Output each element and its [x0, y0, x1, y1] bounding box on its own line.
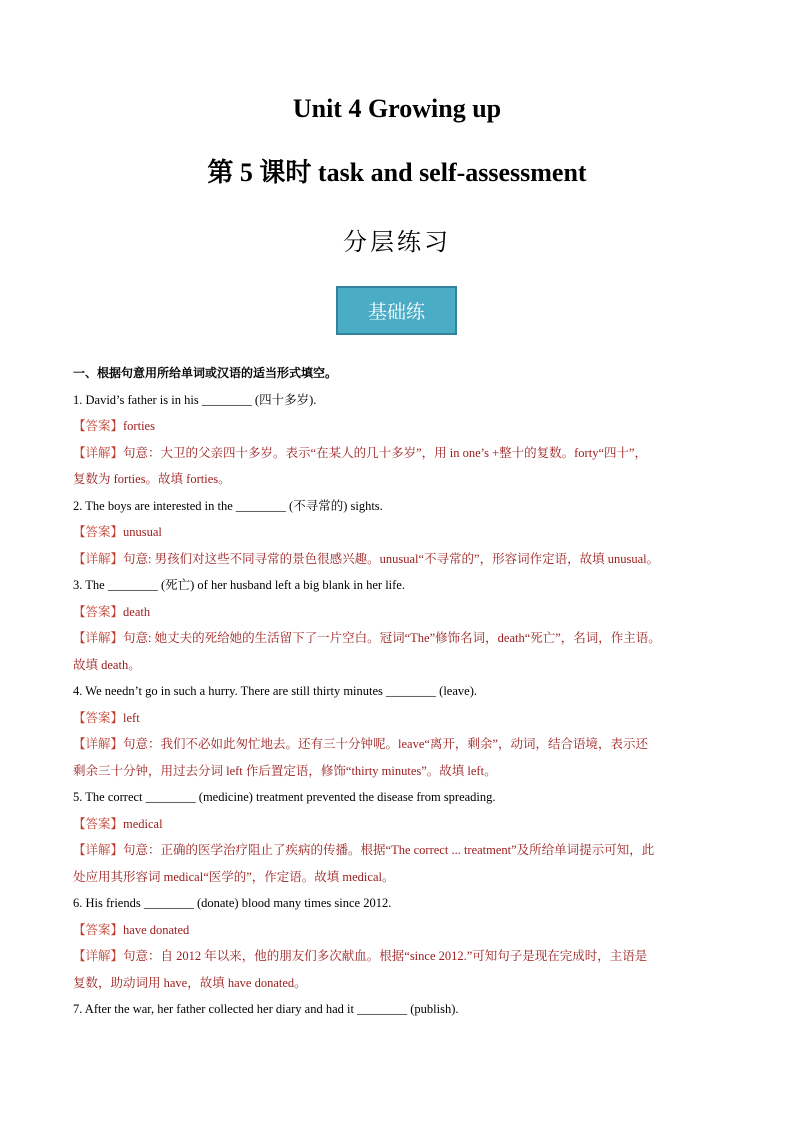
- explanation-5: [73, 837, 723, 864]
- explain-tag: 【详解】: [73, 843, 124, 857]
- answer-tag: 【答案】: [73, 922, 124, 937]
- section-heading: 分层练习: [343, 228, 451, 256]
- answer-tag: 【答案】: [73, 816, 124, 831]
- explanation-6-cont: 复数，助动词用 have，故填 have donated。: [73, 975, 307, 990]
- question-6: 6. His friends ________ (donate) blood many times since 2012.: [73, 896, 392, 910]
- answer-1: [73, 413, 723, 440]
- explanation-text: 句意: 男孩们对这些不同寻常的景色很感兴趣。unusual“不寻常的”，形容词作定语，故填 unusual。: [123, 551, 660, 566]
- explain-tag: 【详解】: [73, 949, 124, 963]
- answer-text: forties: [123, 419, 155, 433]
- explanation-3: [73, 625, 723, 652]
- exercise-content: [73, 360, 723, 1023]
- explain-tag: 【详解】: [73, 551, 124, 566]
- question-2: 2. The boys are interested in the ________ (不寻常的) sights.: [73, 498, 383, 513]
- explain-tag: 【详解】: [73, 737, 124, 751]
- exercise-instruction: 一、根据句意用所给单词或汉语的适当形式填空。: [73, 366, 338, 380]
- answer-tag: 【答案】: [73, 710, 124, 725]
- explain-tag: 【详解】: [73, 631, 124, 645]
- question-7: 7. After the war, her father collected her diary and had it ________ (publish).: [73, 1002, 459, 1016]
- explanation-5-cont: 处应用其形容词 medical“医学的”，作定语。故填 medical。: [73, 869, 395, 884]
- question-4: 4. We needn’t go in such a hurry. There are still thirty minutes ________ (leave).: [73, 684, 477, 698]
- explanation-6: [73, 943, 723, 970]
- explanation-text: 句意：我们不必如此匆忙地去。还有三十分钟呢。leave“离开，剩余”，动词，结合语境，表示还: [123, 737, 648, 751]
- unit-title: Unit 4 Growing up: [292, 94, 502, 123]
- answer-text: have donated: [123, 922, 190, 937]
- basic-practice-badge: 基础练: [336, 286, 457, 335]
- answer-2: [73, 519, 723, 546]
- answer-tag: 【答案】: [73, 419, 124, 433]
- answer-3: [73, 599, 723, 626]
- answer-text: unusual: [123, 525, 162, 539]
- answer-text: death: [123, 604, 151, 619]
- explanation-1: [73, 440, 723, 467]
- answer-tag: 【答案】: [73, 604, 124, 619]
- lesson-subtitle: 第 5 课时 task and self-assessment: [207, 158, 587, 187]
- explanation-4: [73, 731, 723, 758]
- answer-6: [73, 917, 723, 944]
- answer-tag: 【答案】: [73, 525, 124, 539]
- explanation-text: 句意：大卫的父亲四十多岁。表示“在某人的几十多岁”，用 in one’s +整十的复数。forty“四十”，: [123, 445, 648, 460]
- explanation-1-cont: 复数为 forties。故填 forties。: [73, 472, 231, 486]
- answer-5: [73, 811, 723, 838]
- answer-text: left: [123, 710, 140, 725]
- explanation-2: [73, 546, 723, 573]
- question-5: 5. The correct ________ (medicine) treatment prevented the disease from spreading.: [73, 790, 496, 804]
- explanation-text: 句意：自 2012 年以来，他的朋友们多次献血。根据“since 2012.”可知句子是现在完成时，主语是: [123, 949, 648, 963]
- answer-4: [73, 705, 723, 732]
- answer-text: medical: [123, 816, 163, 831]
- question-1: 1. David’s father is in his ________ (四十多岁).: [73, 392, 317, 407]
- explanation-4-cont: 剩余三十分钟，用过去分词 left 作后置定语，修饰“thirty minutes”。故填 left。: [73, 763, 497, 778]
- explanation-3-cont: 故填 death。: [73, 657, 141, 672]
- explain-tag: 【详解】: [73, 445, 124, 460]
- question-3: 3. The ________ (死亡) of her husband left a big blank in her life.: [73, 578, 405, 592]
- explanation-text: 句意: 她丈夫的死给她的生活留下了一片空白。冠词“The”修饰名词，death“死亡”，名词，作主语。: [123, 631, 661, 645]
- explanation-text: 句意：正确的医学治疗阻止了疾病的传播。根据“The correct ... treatment”及所给单词提示可知，此: [123, 843, 655, 857]
